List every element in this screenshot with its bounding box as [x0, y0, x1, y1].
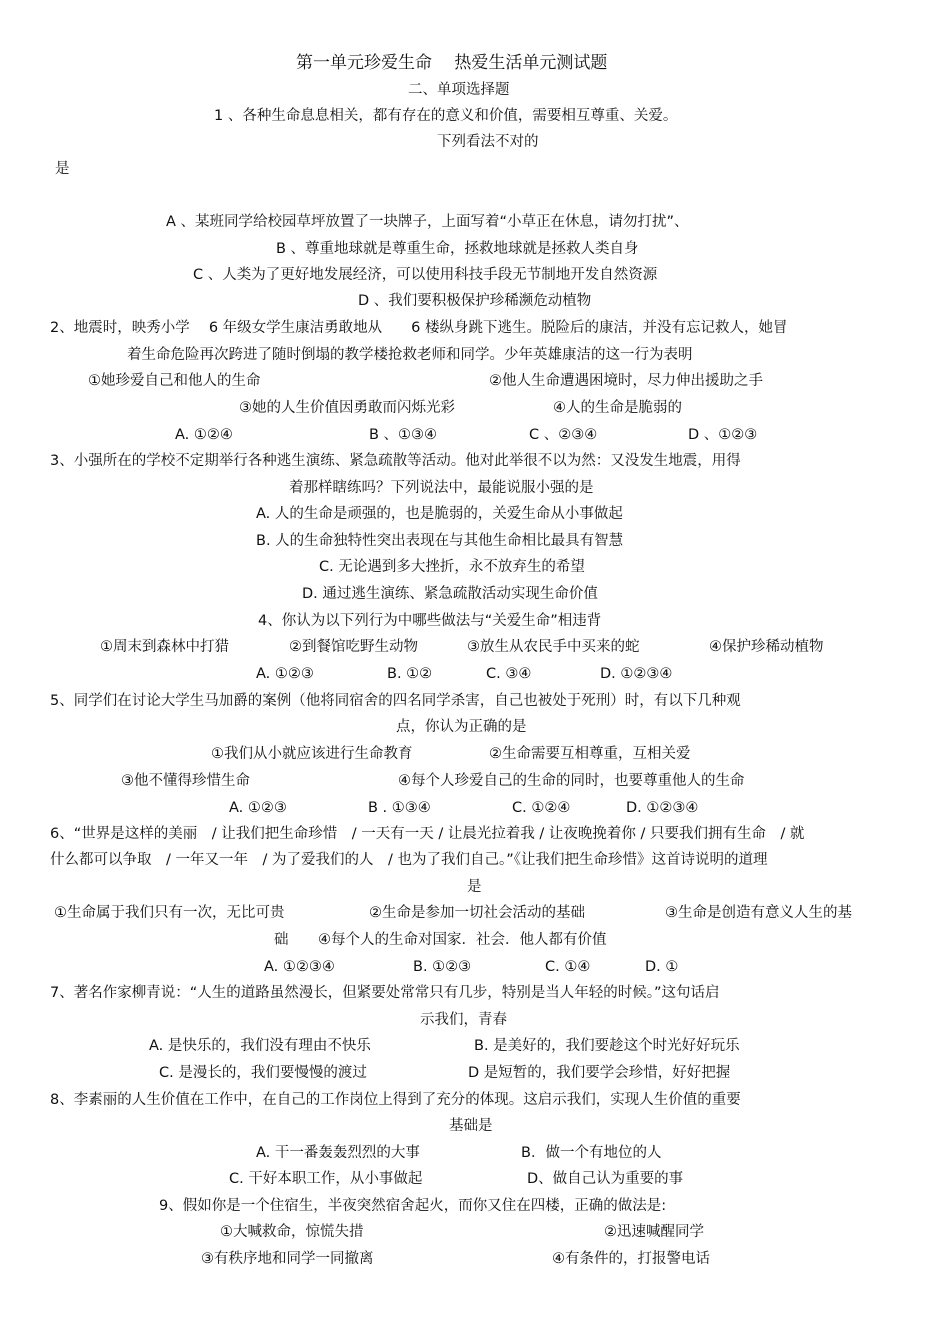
q3-option-b: B. 人的生命独特性突出表现在与其他生命相比最具有智慧	[256, 533, 624, 549]
q6-option-c: C. ①④	[545, 959, 591, 975]
q1-option-b: B 、尊重地球就是尊重生命，拯救地球就是拯救人类自身	[276, 241, 639, 257]
q7-option-a: A. 是快乐的，我们没有理由不快乐	[149, 1038, 371, 1054]
q6-stem-end: 是	[467, 879, 482, 895]
q2-option-d: D 、①②③	[688, 427, 758, 443]
q7-stem: 7、著名作家柳青说：“人生的道路虽然漫长，但紧要处常常只有几步，特别是当人年轻的时候。”这句话启	[50, 985, 720, 1001]
q6-item-4: ④每个人的生命对国家．社会．他人都有价值	[318, 932, 607, 948]
q3-option-d: D. 通过逃生演练、紧急疏散活动实现生命价值	[302, 586, 598, 602]
q7-option-d: D 是短暂的，我们要学会珍惜，好好把握	[468, 1065, 731, 1081]
q5-option-b: B . ①③④	[368, 800, 431, 816]
q6-option-d: D. ①	[645, 959, 679, 975]
q2-item-3: ③她的人生价值因勇敢而闪烁光彩	[239, 400, 455, 416]
q6-option-a: A. ①②③④	[264, 959, 335, 975]
q6-option-b: B. ①②③	[413, 959, 472, 975]
q2-option-b: B 、①③④	[369, 427, 438, 443]
q4-item-4: ④保护珍稀动植物	[709, 639, 824, 655]
q7-stem-cont: 示我们，青春	[420, 1012, 507, 1028]
q4-option-c: C. ③④	[486, 666, 532, 682]
q6-stem-cont: 什么都可以争取 / 一年又一年 / 为了爱我们的人 / 也为了我们自己。”《让我们把生命珍惜》这首诗说明的道理	[50, 852, 768, 868]
q3-option-a: A. 人的生命是顽强的，也是脆弱的，关爱生命从小事做起	[256, 506, 623, 522]
q6-stem: 6、“世界是这样的美丽 / 让我们把生命珍惜 / 一天有一天 / 让晨光拉着我 / 让夜晚挽着你 / 只要我们拥有生命 / 就	[50, 826, 805, 842]
q9-item-3: ③有秩序地和同学一同撤离	[201, 1251, 374, 1267]
q2-item-1: ①她珍爱自己和他人的生命	[88, 373, 261, 389]
q7-option-b: B. 是美好的，我们要趁这个时光好好玩乐	[474, 1038, 740, 1054]
q6-item-3-cont: 础	[274, 932, 289, 948]
q4-item-1: ①周末到森林中打猎	[100, 639, 229, 655]
q1-option-a: A 、某班同学给校园草坪放置了一块牌子，上面写着“小草正在休息，请勿打扰”、	[166, 214, 689, 230]
q1-stem-end: 是	[55, 161, 70, 177]
q5-item-3: ③他不懂得珍惜生命	[121, 773, 250, 789]
q1-stem-cont: 下列看法不对的	[437, 134, 539, 150]
q6-item-2: ②生命是参加一切社会活动的基础	[369, 905, 585, 921]
q7-option-c: C. 是漫长的，我们要慢慢的渡过	[159, 1065, 367, 1081]
q9-item-4: ④有条件的，打报警电话	[552, 1251, 710, 1267]
q5-option-c: C. ①②④	[512, 800, 571, 816]
q2-stem-cont: 着生命危险再次跨进了随时倒塌的教学楼抢救老师和同学。少年英雄康洁的这一行为表明	[127, 347, 693, 363]
section-heading: 二、单项选择题	[408, 82, 510, 98]
q1-stem: 1 、各种生命息息相关，都有存在的意义和价值，需要相互尊重、关爱。	[214, 108, 678, 124]
q5-stem-cont: 点，你认为正确的是	[396, 719, 527, 735]
q5-option-d: D. ①②③④	[626, 800, 699, 816]
q2-option-c: C 、②③④	[529, 427, 598, 443]
q4-item-3: ③放生从农民手中买来的蛇	[467, 639, 640, 655]
q5-stem: 5、同学们在讨论大学生马加爵的案例（他将同宿舍的四名同学杀害，自己也被处于死刑）时，有以下几种观	[50, 693, 741, 709]
q1-option-c: C 、人类为了更好地发展经济，可以使用科技手段无节制地开发自然资源	[193, 267, 658, 283]
q8-stem-cont: 基础是	[449, 1118, 493, 1134]
q3-option-c: C. 无论遇到多大挫折，永不放弃生的希望	[319, 559, 585, 575]
q8-stem: 8、李素丽的人生价值在工作中，在自己的工作岗位上得到了充分的体现。这启示我们，实现人生价值的重要	[50, 1092, 741, 1108]
q3-stem-cont: 着那样瞎练吗？下列说法中，最能说服小强的是	[289, 480, 594, 496]
q5-item-1: ①我们从小就应该进行生命教育	[211, 746, 413, 762]
q4-item-2: ②到餐馆吃野生动物	[289, 639, 418, 655]
q2-item-2: ②他人生命遭遇困境时，尽力伸出援助之手	[489, 373, 763, 389]
q3-stem: 3、小强所在的学校不定期举行各种逃生演练、紧急疏散等活动。他对此举很不以为然：又没发生地震，用得	[50, 453, 741, 469]
q8-option-a: A. 干一番轰轰烈烈的大事	[256, 1145, 420, 1161]
q2-stem: 2、地震时，映秀小学 6 年级女学生康洁勇敢地从 6 楼纵身跳下逃生。脱险后的康洁，并没有忘记救人，她冒	[50, 320, 788, 336]
q5-item-2: ②生命需要互相尊重，互相关爱	[489, 746, 691, 762]
q4-stem: 4、你认为以下列行为中哪些做法与“关爱生命”相违背	[258, 613, 602, 629]
q2-option-a: A. ①②④	[175, 427, 233, 443]
page-title: 第一单元珍爱生命 热爱生活单元测试题	[296, 53, 608, 73]
q8-option-d: D、做自己认为重要的事	[527, 1171, 684, 1187]
q9-stem: 9、假如你是一个住宿生，半夜突然宿舍起火，而你又住在四楼，正确的做法是:	[159, 1198, 667, 1214]
q9-item-2: ②迅速喊醒同学	[604, 1224, 704, 1240]
q5-item-4: ④每个人珍爱自己的生命的同时，也要尊重他人的生命	[398, 773, 745, 789]
q8-option-b: B．做一个有地位的人	[521, 1145, 662, 1161]
q1-option-d: D 、我们要积极保护珍稀濒危动植物	[358, 293, 592, 309]
q4-option-b: B. ①②	[387, 666, 433, 682]
q4-option-d: D. ①②③④	[600, 666, 673, 682]
q6-item-3: ③生命是创造有意义人生的基	[665, 905, 852, 921]
q5-option-a: A. ①②③	[229, 800, 287, 816]
q6-item-1: ①生命属于我们只有一次，无比可贵	[54, 905, 285, 921]
q4-option-a: A. ①②③	[256, 666, 314, 682]
q8-option-c: C. 干好本职工作，从小事做起	[229, 1171, 423, 1187]
q9-item-1: ①大喊救命，惊慌失措	[220, 1224, 364, 1240]
q2-item-4: ④人的生命是脆弱的	[553, 400, 682, 416]
